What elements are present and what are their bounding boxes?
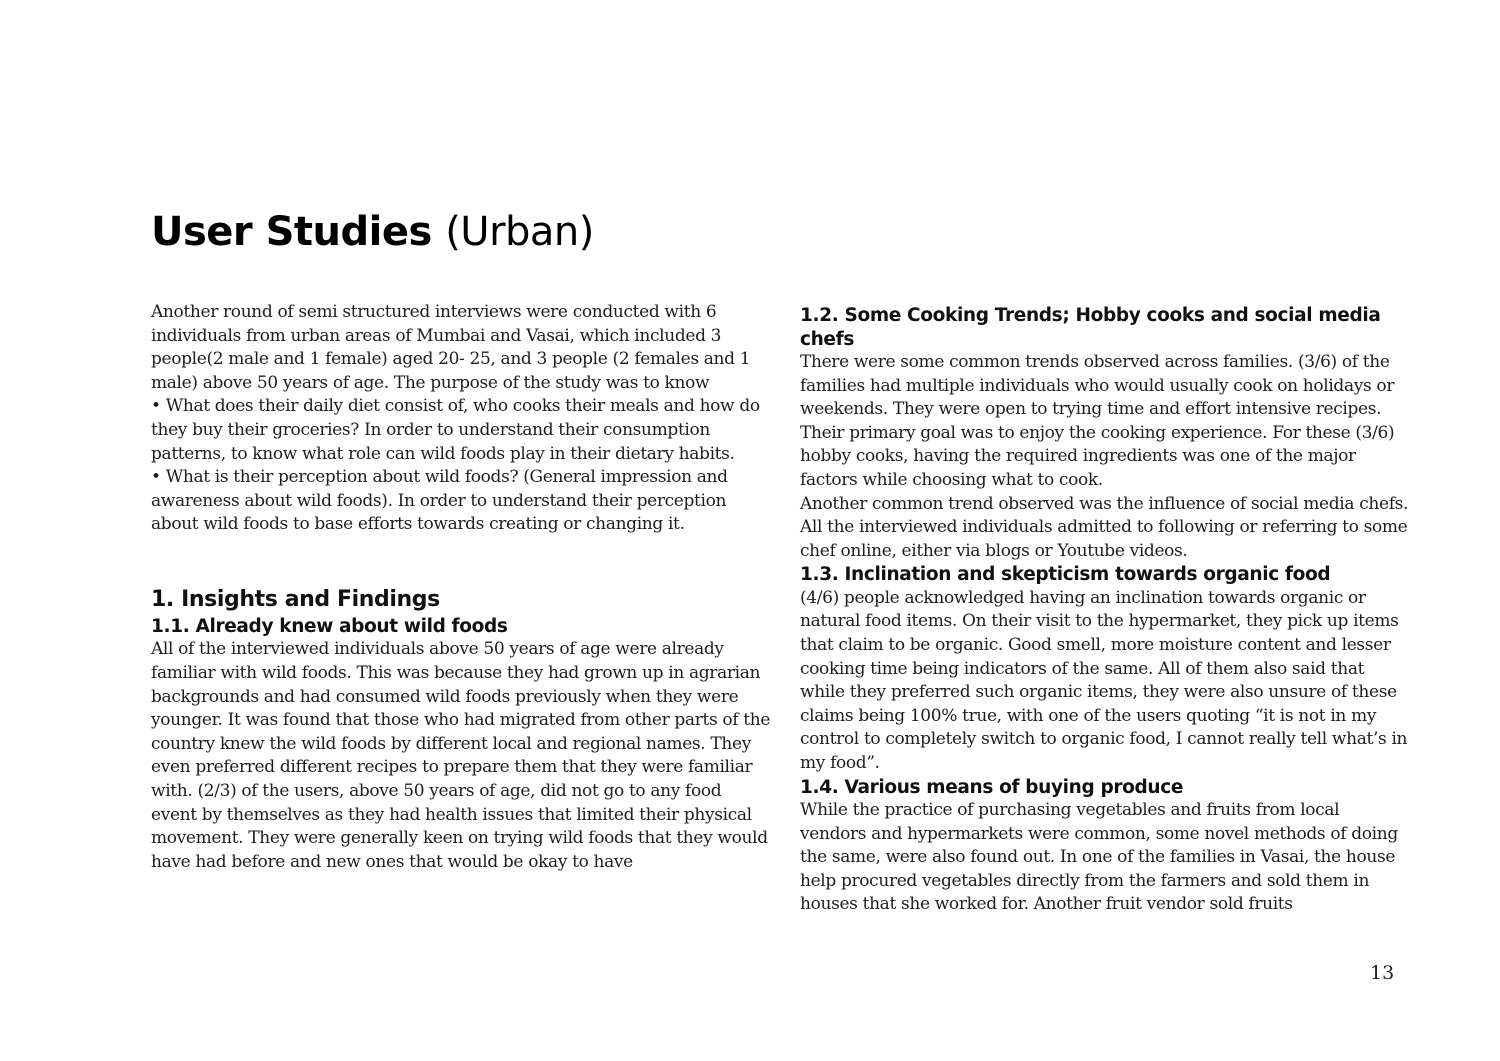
section-1-4-title: 1.4. Various means of buying produce [800, 776, 1184, 798]
page-number: 13 [1370, 962, 1395, 984]
section-1-2-title: 1.2. Some Cooking Trends; Hobby cooks and social media chefs [800, 305, 1381, 350]
insights-heading: 1. Insights and Findings [151, 586, 440, 612]
section-1-3-title: 1.3. Inclination and skepticism towards organic food [800, 564, 1331, 586]
page-title [151, 204, 594, 260]
page-title-qualifier: (Urban) [445, 209, 594, 255]
section-1-4-body: While the practice of purchasing vegetables and fruits from local vendors and hypermarkets were common, some novel methods of doing the same, were also found out. In one of the families in Vasai, the house help procured vegetables directly from the farmers and sold them in houses that she worked for. Another fruit vendor sold fruits [800, 800, 1398, 915]
page-title-main: User Studies [151, 209, 432, 255]
section-1-1-body: All of the interviewed individuals above 50 years of age were already familiar with wild foods. This was because they had grown up in agrarian backgrounds and had consumed wild foods previously when they were younger. It was found that those who had migrated from other parts of the country knew the wild foods by different local and regional names. They even preferred different recipes to prepare them that they were familiar with. (2/3) of the users, above 50 years of age, did not go to any food event by themselves as they had health issues that limited their physical movement. They were generally keen on trying wild foods that they would have had before and new ones that would be okay to have [151, 639, 771, 872]
intro-bullet-1: • What does their daily diet consist of, who cooks their meals and how do they buy their groceries? In order to understand their consumption patterns, to know what role can wild foods play in their dietary habits. [151, 395, 771, 466]
right-column [800, 304, 1410, 917]
section-1-2-body-continued: Another common trend observed was the influence of social media chefs. All the interviewed individuals admitted to following or referring to some chef online, either via blogs or Youtube videos. [800, 493, 1409, 561]
intro-bullet-2: • What is their perception about wild foods? (General impression and awareness about wild foods). In order to understand their perception about wild foods to base efforts towards creating or changing it. [151, 466, 771, 537]
intro-paragraph: Another round of semi structured interviews were conducted with 6 individuals from urban areas of Mumbai and Vasai, which included 3 people(2 male and 1 female) aged 20- 25, and 3 people (2 females and 1 male) above 50 years of age. The purpose of the study was to know [151, 302, 751, 393]
section-1-2-body: There were some common trends observed across families. (3/6) of the families had multiple individuals who would usually cook on holidays or weekends. They were open to trying time and effort intensive recipes. Their primary goal was to enjoy the cooking experience. For these (3/6) hobby cooks, having the required ingredients was one of the major factors while choosing what to cook. [800, 352, 1395, 490]
left-column [151, 301, 771, 874]
section-1-3-body: (4/6) people acknowledged having an inclination towards organic or natural food items. On their visit to the hypermarket, they pick up items that claim to be organic. Good smell, more moisture content and lesser cooking time being indicators of the same. All of them also said that while they preferred such organic items, they were also unsure of these claims being 100% true, with one of the users quoting “it is not in my control to completely switch to organic food, I cannot really tell what’s in my food”. [800, 587, 1408, 773]
section-1-1-title: 1.1. Already knew about wild foods [151, 615, 508, 637]
